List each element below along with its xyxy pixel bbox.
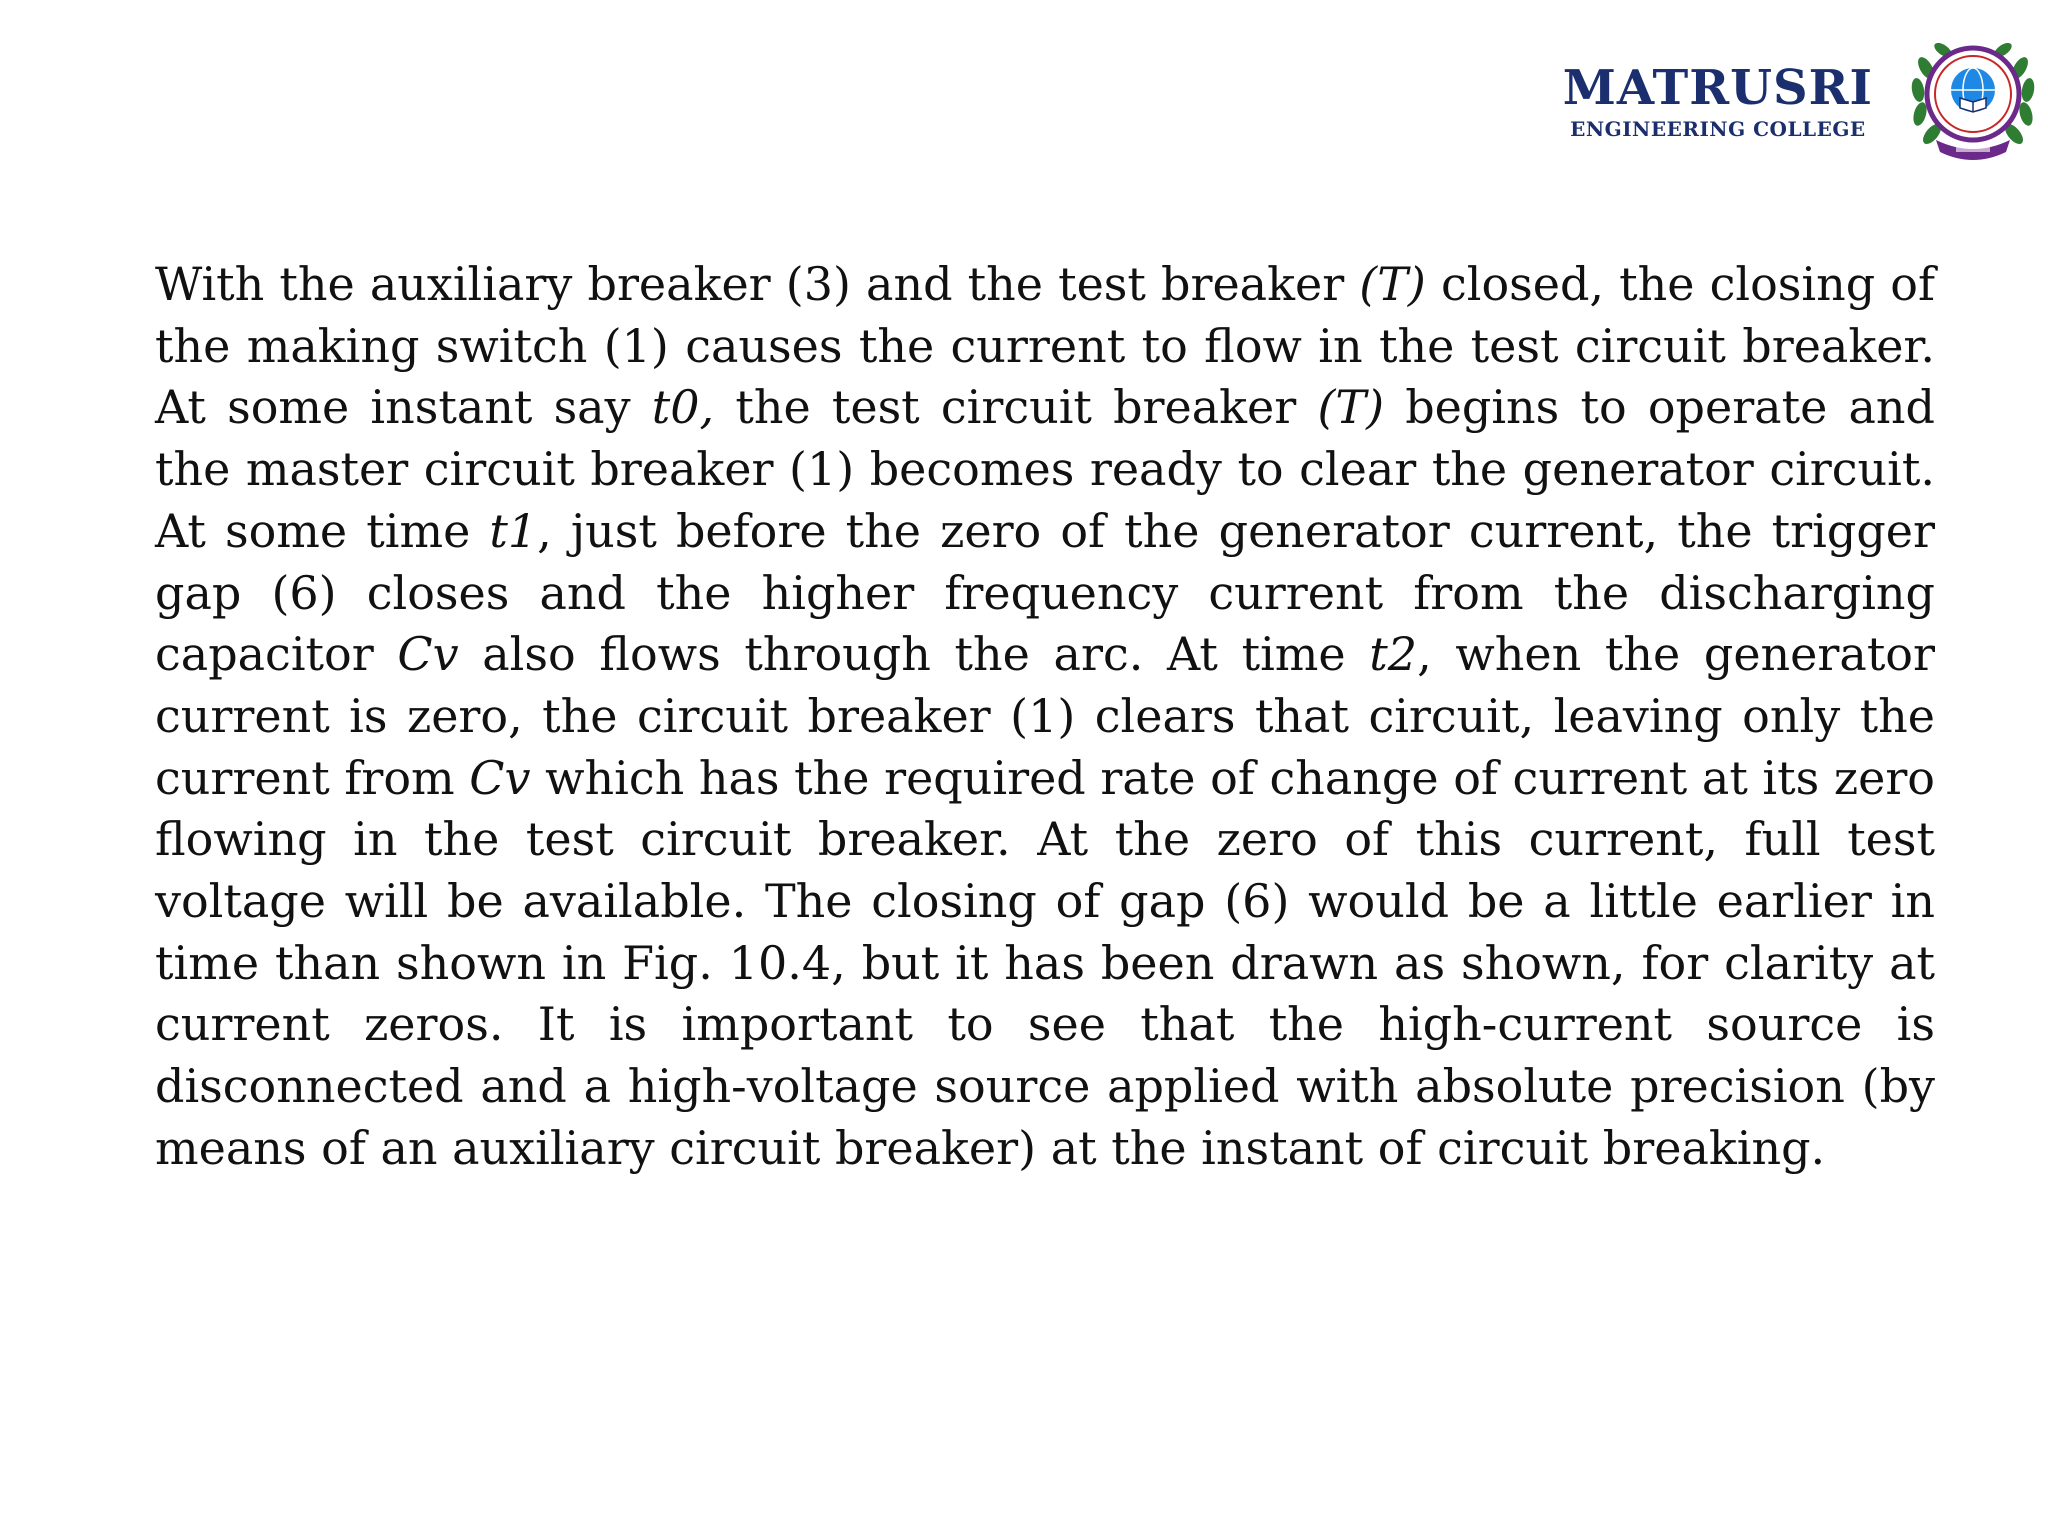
text-segment: , just before the zero of the generator current, the trigger gap (6) closes and the higher frequency current from the discharging capacitor xyxy=(155,503,1935,682)
italic-symbol-T: (T) xyxy=(1359,257,1426,311)
text-segment: With the auxiliary breaker (3) and the test breaker xyxy=(155,257,1360,311)
italic-symbol-cv: Cv xyxy=(397,627,459,682)
text-segment: begins to operate and the master circuit breaker (1) becomes ready to clear the generator circuit. At some time xyxy=(155,380,1936,558)
text-segment: closed, the closing of the making switch (1) causes the current to flow in the test circuit breaker. At some instant say xyxy=(155,257,1935,435)
text-segment: also flows through the arc. At time xyxy=(458,627,1370,682)
text-segment: which has the required rate of change of current at its zero flowing in the test circuit breaker. At the zero of this current, full test voltage will be available. The closing of gap (6) would be a little earlier in time than shown in Fig. 10.4, but it has been drawn as shown, for clarity at current zeros. It is important to see that the high-current source is disconnected and a high-voltage source applied with absolute precision (by means of an auxiliary circuit breaker) at the instant of circuit breaking. xyxy=(155,750,1936,1175)
text-segment: the test circuit breaker xyxy=(714,380,1318,435)
italic-symbol-cv: Cv xyxy=(469,750,531,805)
italic-symbol-T: (T) xyxy=(1317,380,1385,435)
text-segment: , when the generator current is zero, the circuit breaker (1) clears that circuit, leaving only the current from xyxy=(155,627,1935,805)
paragraph-text xyxy=(155,254,1935,1180)
college-emblem-icon xyxy=(1908,28,2038,168)
brand-subtitle: ENGINEERING COLLEGE xyxy=(1570,117,1866,141)
italic-symbol-t1: t1 xyxy=(489,503,538,558)
brand-name: MATRUSRI xyxy=(1562,60,1873,116)
body-paragraph xyxy=(155,254,1935,1180)
italic-symbol-t2: t2 xyxy=(1369,627,1418,682)
brand-text xyxy=(1563,60,1873,142)
italic-symbol-t0: t0, xyxy=(651,380,715,435)
college-logo xyxy=(1538,28,2038,168)
